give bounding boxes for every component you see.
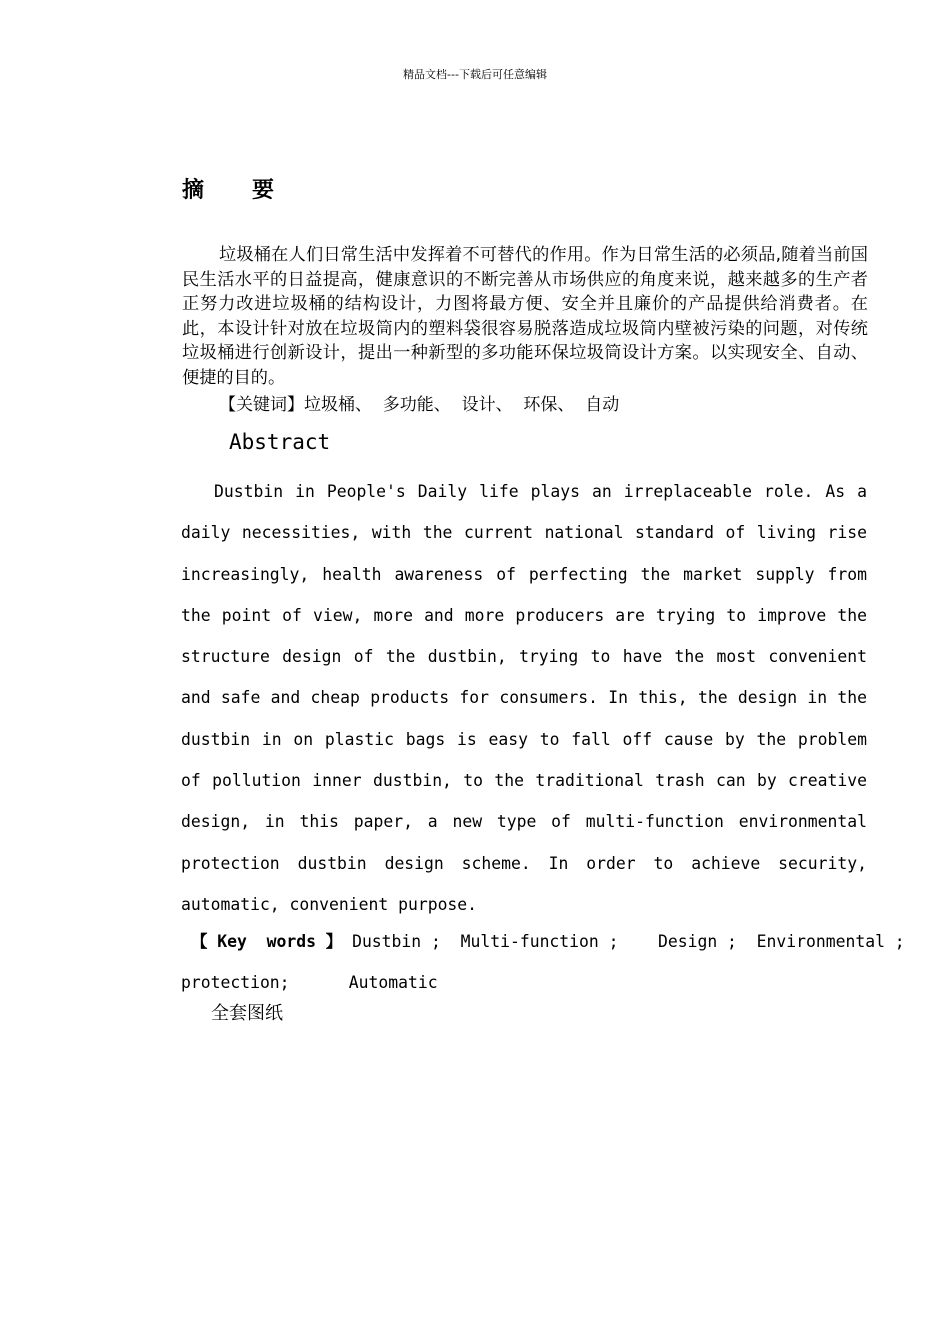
english-keywords-line-2: protection; Automatic [181, 973, 438, 993]
footer-note: 全套图纸 [211, 1003, 283, 1024]
english-abstract-body: Dustbin in People's Daily life plays an irreplaceable role. As a daily necessities, with the current national standard of living rise increasingly, health awareness of perfecting the market supply from the point of view, more and more producers are trying to improve the structure design of the dustbin, trying to have the most convenient and safe and cheap products for consumers. In this, the design in the dustbin in on plastic bags is easy to fall off cause by the problem of pollution inner dustbin, to the traditional trash can by creative design, in this paper, a new type of multi-function environmental protection dustbin design scheme. In order to achieve security, automatic, convenient purpose. [181, 482, 867, 914]
title-char-2: 要 [252, 178, 275, 203]
english-keywords-line-1 [181, 921, 905, 962]
english-keywords-list-1: Dustbin ; Multi-function ; Design ; Environmental ; [342, 932, 905, 951]
english-keywords [181, 921, 905, 1004]
english-abstract-title: Abstract [229, 430, 331, 454]
chinese-abstract-title [182, 173, 274, 204]
chinese-keywords: 【关键词】垃圾桶、 多功能、 设计、 环保、 自动 [219, 395, 620, 415]
title-char-1: 摘 [182, 178, 205, 203]
chinese-abstract-body: 垃圾桶在人们日常生活中发挥着不可替代的作用。作为日常生活的必须品,随着当前国民生活水平的日益提高，健康意识的不断完善从市场供应的角度来说，越来越多的生产者正努力改进垃圾桶的结构设计，力图将最方便、安全并且廉价的产品提供给消费者。在此，本设计针对放在垃圾筒内的塑料袋很容易脱落造成垃圾筒内壁被污染的问题，对传统垃圾桶进行创新设计，提出一种新型的多功能环保垃圾筒设计方案。以实现安全、自动、便捷的目的。 [182, 245, 868, 388]
page-header: 精品文档---下载后可任意编辑 [403, 68, 547, 81]
english-keywords-label: 【 Key words 】 [191, 932, 343, 951]
